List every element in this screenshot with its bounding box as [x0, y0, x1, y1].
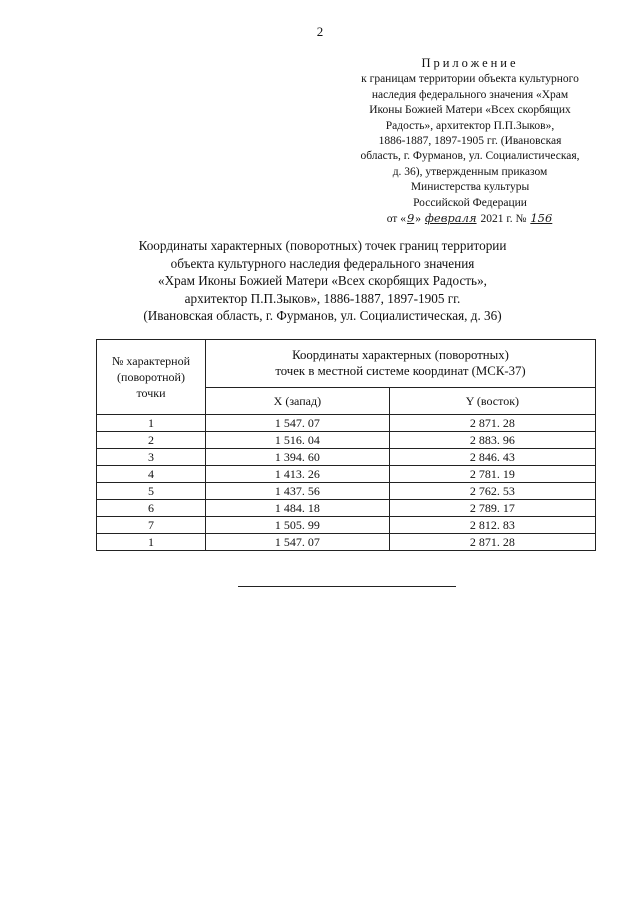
order-number: 156: [530, 211, 553, 226]
x-value: 1 413. 26: [206, 466, 390, 483]
y-value: 2 871. 28: [389, 415, 595, 432]
title-line: объекта культурного наследия федерального значения: [170, 255, 475, 271]
x-value: 1 484. 18: [206, 500, 390, 517]
table-row: [97, 466, 596, 483]
order-reference: [330, 211, 610, 227]
appendix-line: область, г. Фурманов, ул. Социалистическая,: [360, 150, 580, 163]
appendix-line: Министерства культуры: [410, 181, 530, 194]
point-header-line: (поворотной): [117, 370, 185, 384]
point-number: 1: [97, 415, 206, 432]
table-row: [97, 500, 596, 517]
y-value: 2 846. 43: [389, 449, 595, 466]
x-value: 1 547. 07: [206, 534, 390, 551]
x-value: 1 437. 56: [206, 483, 390, 500]
table-row: [97, 415, 596, 432]
point-number: 6: [97, 500, 206, 517]
point-number: 2: [97, 432, 206, 449]
appendix-line: наследия федерального значения «Храм: [371, 88, 569, 101]
appendix-heading: Приложение: [421, 56, 519, 70]
y-value: 2 789. 17: [389, 500, 595, 517]
y-value: 2 781. 19: [389, 466, 595, 483]
table-row: [97, 517, 596, 534]
appendix-line: д. 36), утвержденным приказом: [392, 165, 548, 178]
document-title: [60, 237, 585, 325]
order-prefix: от «: [386, 213, 406, 226]
appendix-line: Российской Федерации: [413, 196, 527, 209]
point-header-line: № характерной: [111, 354, 191, 368]
appendix-block: [330, 56, 610, 227]
point-number-header: [97, 340, 206, 415]
table-row: [97, 483, 596, 500]
coord-header-line: точек в местной системе координат (МСК-37): [275, 364, 526, 379]
appendix-line: 1886-1887, 1897-1905 гг. (Ивановская: [378, 135, 562, 148]
y-value: 2 812. 83: [389, 517, 595, 534]
x-value: 1 516. 04: [206, 432, 390, 449]
appendix-line: к границам территории объекта культурного: [361, 73, 579, 86]
table-row: [97, 432, 596, 449]
order-month: февраля: [424, 211, 477, 226]
signature-divider: [238, 586, 456, 587]
table-row: [97, 449, 596, 466]
y-value: 2 871. 28: [389, 534, 595, 551]
appendix-line: Иконы Божией Матери «Всех скорбящих: [369, 104, 571, 117]
title-line: Координаты характерных (поворотных) точек границ территории: [138, 238, 507, 253]
y-value: 2 883. 96: [389, 432, 595, 449]
order-day: 9: [406, 211, 415, 226]
title-line: архитектор П.П.Зыков», 1886-1887, 1897-1905 гг.: [184, 290, 461, 306]
coordinates-header: [206, 340, 596, 388]
x-header: X (запад): [206, 387, 390, 414]
appendix-line: Радость», архитектор П.П.Зыков»,: [385, 119, 555, 132]
order-year: 2021 г. №: [480, 213, 527, 226]
coord-header-line: Координаты характерных (поворотных): [292, 348, 509, 363]
coordinates-table: [96, 339, 596, 551]
point-number: 3: [97, 449, 206, 466]
point-number: 1: [97, 534, 206, 551]
order-mid: »: [415, 213, 422, 226]
x-value: 1 547. 07: [206, 415, 390, 432]
x-value: 1 505. 99: [206, 517, 390, 534]
y-header: Y (восток): [389, 387, 595, 414]
x-value: 1 394. 60: [206, 449, 390, 466]
point-number: 4: [97, 466, 206, 483]
point-header-line: точки: [136, 386, 166, 400]
y-value: 2 762. 53: [389, 483, 595, 500]
title-line: (Ивановская область, г. Фурманов, ул. Социалистическая, д. 36): [143, 308, 502, 323]
title-line: «Храм Иконы Божией Матери «Всех скорбящих Радость»,: [158, 273, 487, 288]
point-number: 5: [97, 483, 206, 500]
point-number: 7: [97, 517, 206, 534]
page-number: 2: [316, 24, 324, 39]
table-row: [97, 534, 596, 551]
